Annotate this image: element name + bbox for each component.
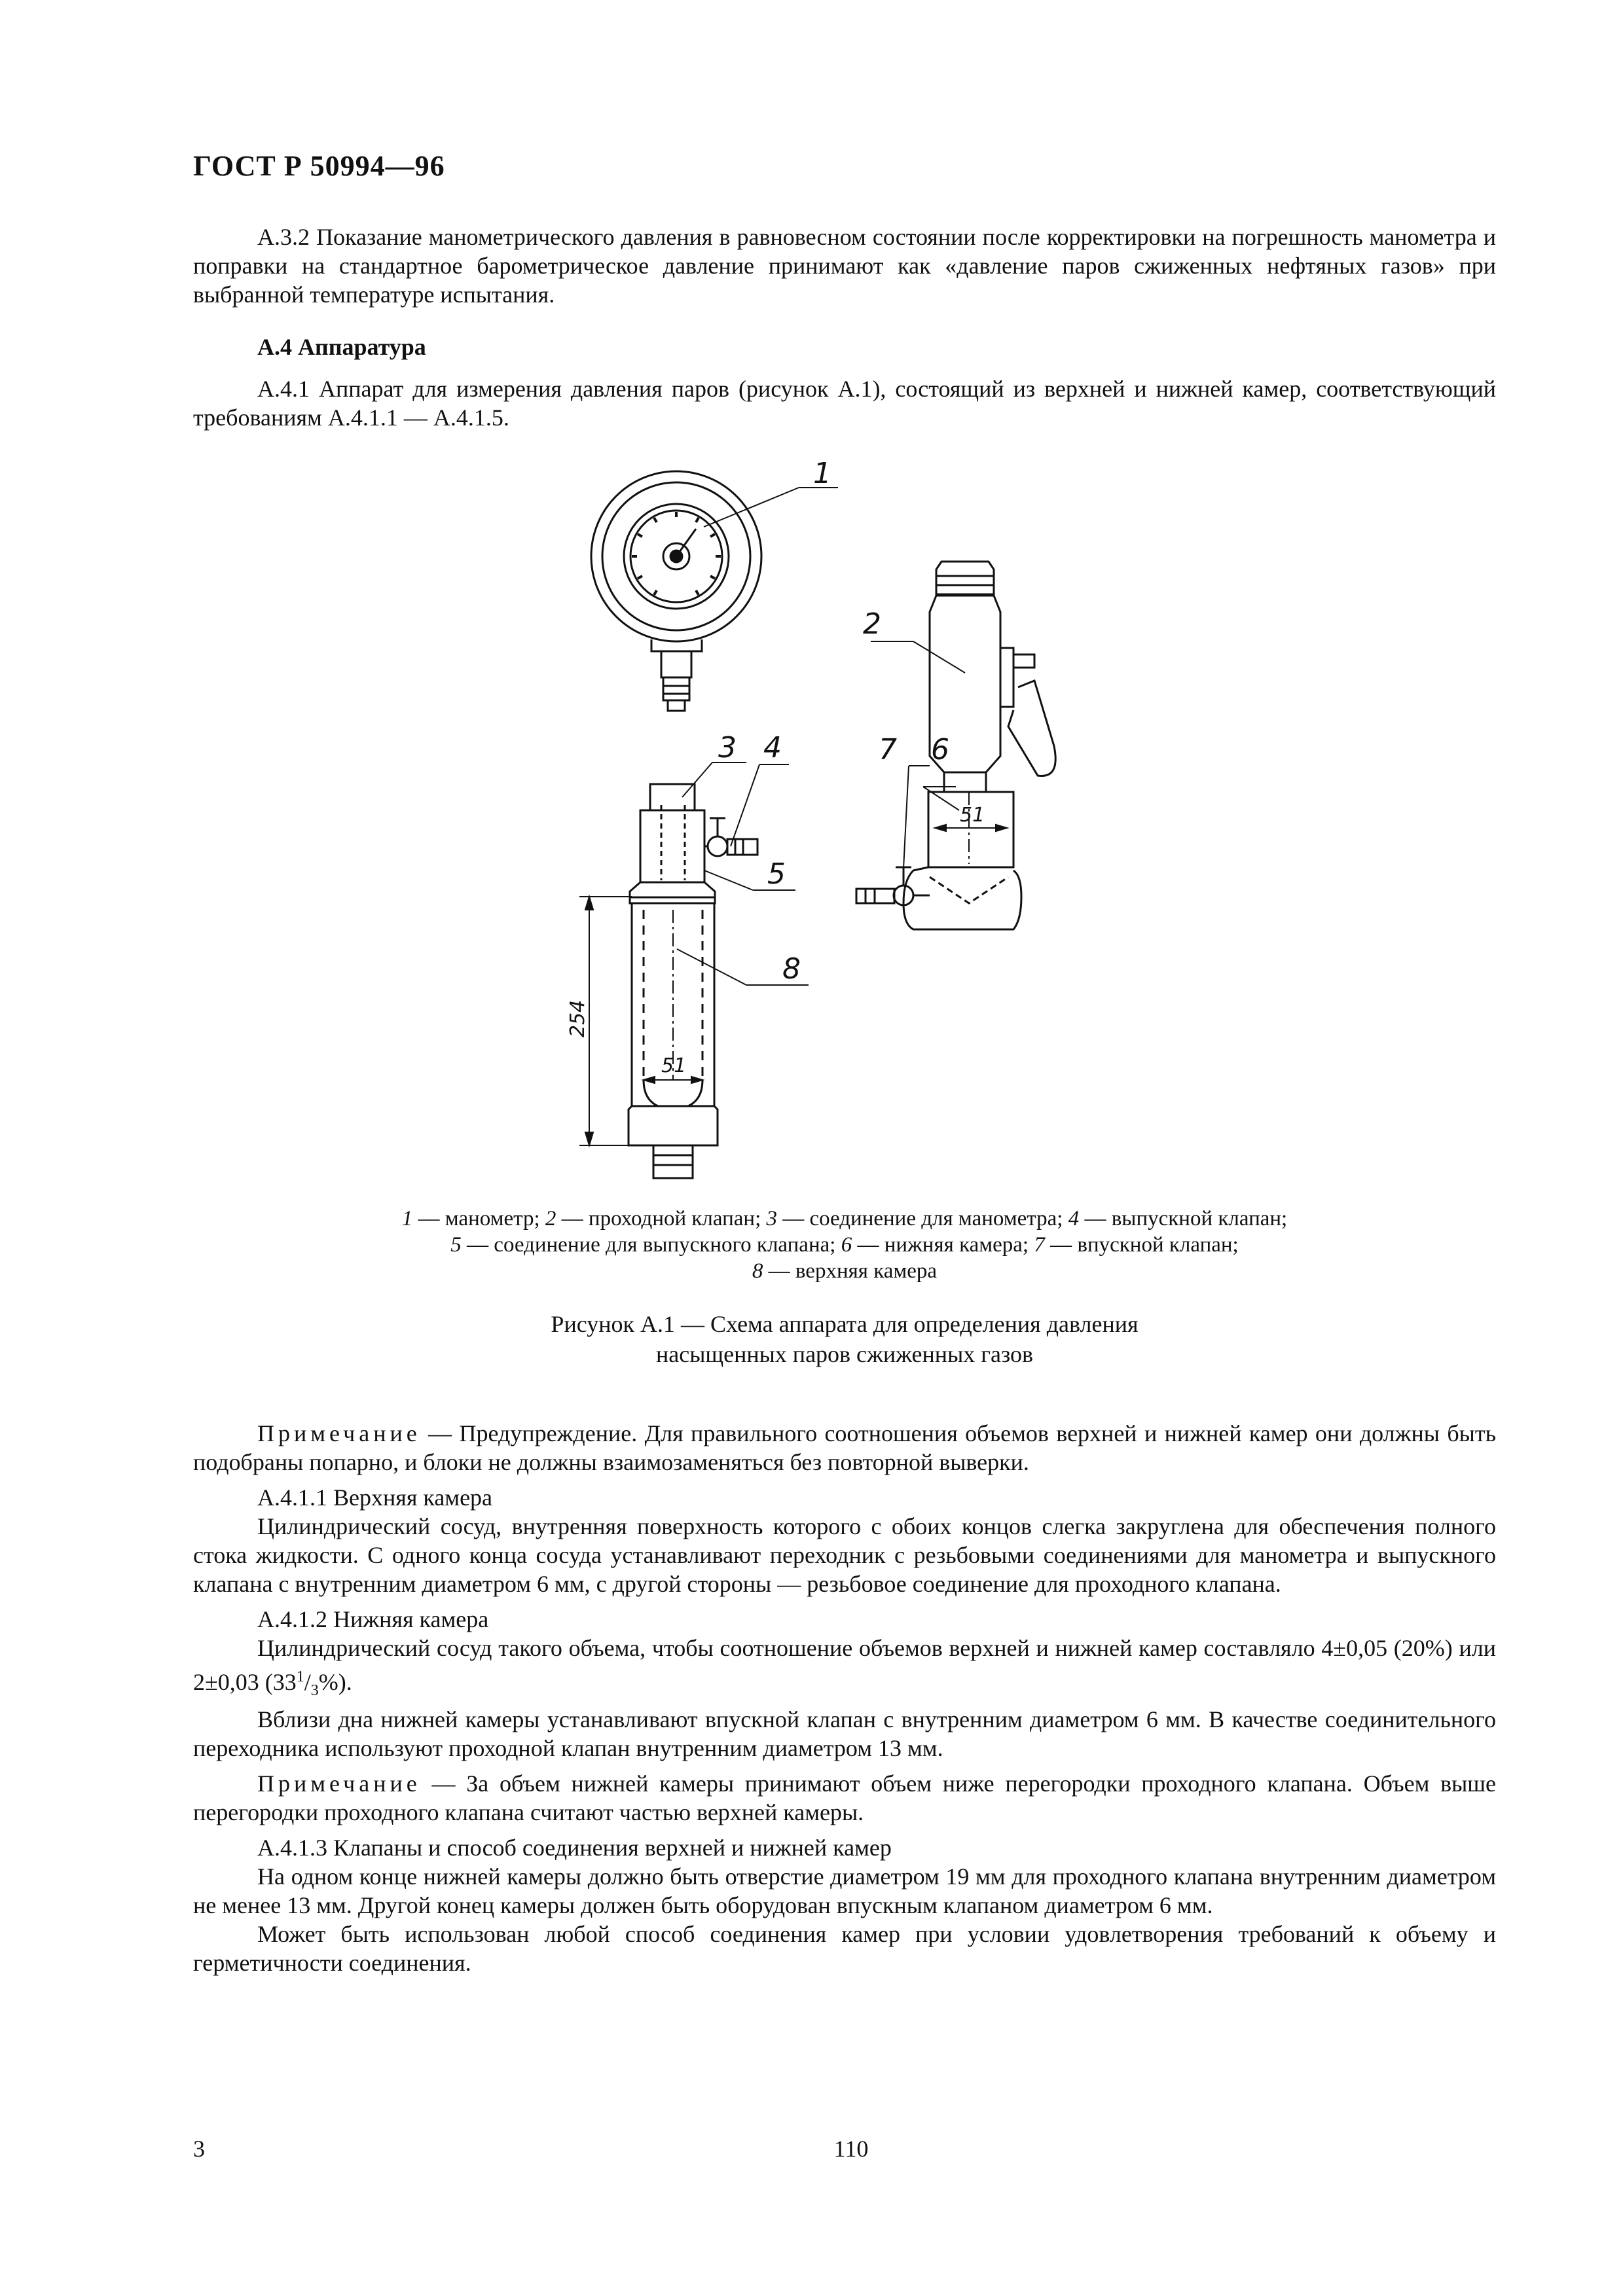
label-5: 5 bbox=[767, 857, 786, 891]
section-a4 bbox=[193, 332, 1496, 368]
paragraph-a412: Цилиндрический сосуд такого объема, чтобы соотношение объемов верхней и нижней камер составляло 4±0,05 (20%) или 2±0,03 $(33^1/_3\%)$. bbox=[193, 1635, 1496, 1700]
label-8: 8 bbox=[782, 952, 801, 986]
label-1: 1 bbox=[813, 457, 831, 490]
label-6: 6 bbox=[931, 733, 949, 766]
footer-page-number-center: 110 bbox=[833, 2136, 869, 2162]
heading-a412: А.4.1.2 Нижняя камера bbox=[257, 1606, 489, 1632]
document-header: ГОСТ Р 50994—96 bbox=[193, 150, 445, 182]
dimension-51-upper: 51 bbox=[960, 804, 985, 827]
legend-line-1: 1 — манометр; 2 — проходной клапан; 3 — соединение для манометра; 4 — выпускной клапан; bbox=[401, 1207, 1288, 1230]
dimension-51-lower: 51 bbox=[661, 1054, 687, 1077]
label-4: 4 bbox=[763, 731, 782, 764]
paragraph-a413-2: Может быть использован любой способ соединения камер при условии удовлетворения требований к объему и герметичности соединения. bbox=[193, 1921, 1496, 1977]
section-a32 bbox=[193, 223, 1496, 315]
heading-a4: А.4 Аппаратура bbox=[257, 334, 426, 360]
notes-body bbox=[193, 1419, 1496, 1984]
label-3: 3 bbox=[718, 731, 737, 764]
figure-caption bbox=[193, 1309, 1496, 1369]
paragraph-a41: А.4.1 Аппарат для измерения давления паров (рисунок А.1), состоящий из верхней и нижней камер, соответствующий требованиям А.4.1.1 — А.4.1.5. bbox=[193, 376, 1496, 431]
paragraph-a411: Цилиндрический сосуд, внутренняя поверхность которого с обоих концов слегка закруглена для обеспечения полного стока жидкости. С одного конца сосуда устанавливают переходник с резьбовыми соединениями для манометра и выпускного клапана с внутренним диаметром 6 мм, с другой стороны — резьбовое соединение для проходного клапана. bbox=[193, 1513, 1496, 1597]
heading-a413: А.4.1.3 Клапаны и способ соединения верхней и нижней камер bbox=[257, 1835, 892, 1861]
label-7: 7 bbox=[879, 733, 897, 766]
figure-legend bbox=[193, 1206, 1496, 1284]
note-1: Примечание — Предупреждение. Для правильного соотношения объемов верхней и нижней камер они должны быть подобраны попарно, и блоки не должны взаимозаменяться без повторной выверки. bbox=[193, 1420, 1496, 1475]
footer-page-number-left: 3 bbox=[193, 2136, 205, 2162]
caption-line-2: насыщенных паров сжиженных газов bbox=[655, 1341, 1034, 1367]
section-a41 bbox=[193, 374, 1496, 439]
caption-line-1: Рисунок А.1 — Схема аппарата для определения давления bbox=[551, 1311, 1139, 1337]
note-2: Примечание — За объем нижней камеры принимают объем ниже перегородки проходного клапана. Объем выше перегородки проходного клапана считают частью верхней камеры. bbox=[193, 1770, 1496, 1826]
paragraph-a413: На одном конце нижней камеры должно быть отверстие диаметром 19 мм для проходного клапана внутренним диаметром не менее 13 мм. Другой конец камеры должен быть оборудован впускным клапаном диаметром 6 мм. bbox=[193, 1863, 1496, 1919]
dimension-254: 254 bbox=[566, 999, 589, 1037]
label-2: 2 bbox=[863, 607, 881, 641]
legend-line-2: 5 — соединение для выпускного клапана; 6 — нижняя камера; 7 — впускной клапан; bbox=[450, 1233, 1239, 1257]
manometer-drawing bbox=[591, 471, 761, 711]
heading-a411: А.4.1.1 Верхняя камера bbox=[257, 1484, 493, 1511]
legend-line-3: 8 — верхняя камера bbox=[752, 1259, 938, 1283]
paragraph-a32: А.3.2 Показание манометрического давления в равновесном состоянии после корректировки на погрешность манометра и поправки на стандартное барометрическое давление принимают как «давление паров сжиженных нефтяных газов» при выбранной температуре испытания. bbox=[193, 224, 1496, 308]
apparatus-diagram bbox=[537, 452, 1192, 1185]
paragraph-a412-2: Вблизи дна нижней камеры устанавливают впускной клапан с внутренним диаметром 6 мм. В качестве соединительного переходника используют проходной клапан внутренним диаметром 13 мм. bbox=[193, 1706, 1496, 1762]
